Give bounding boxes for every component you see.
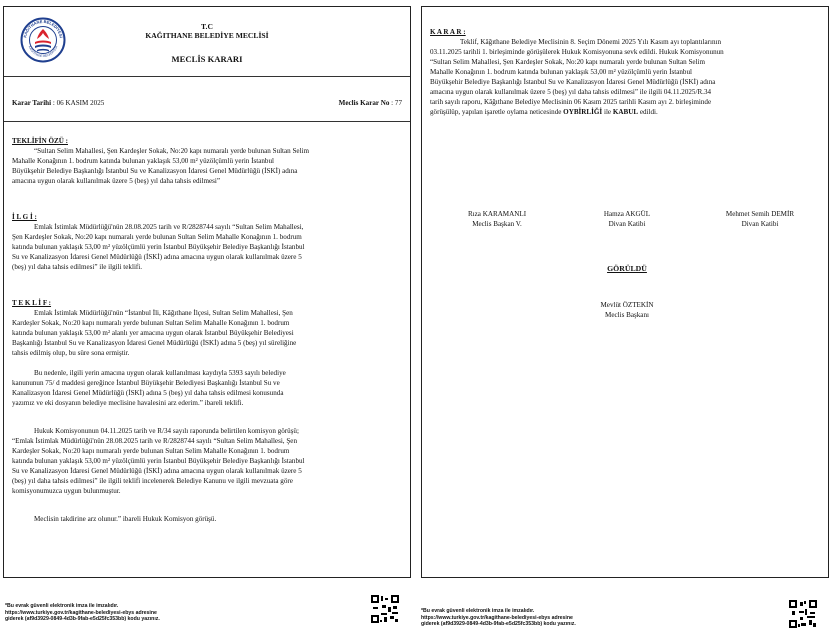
signer-role: Divan Katibi	[741, 220, 779, 229]
signer-name: Hamza AKGÜL	[603, 210, 651, 218]
approver-block	[572, 300, 682, 320]
qr-code-right	[789, 600, 817, 628]
karar-result-line: görüşülüp, yapılan işaretle oylama neticesinde OYBİRLİĞİ ile KABUL edildi.	[430, 108, 658, 116]
decision-page-left	[3, 6, 411, 578]
decision-page-right	[421, 6, 829, 578]
teklifin-ozu-line: “Sultan Selim Mahallesi, Şen Kardeşler Sokak, No:20 kapı numaralı yerde bulunan Sultan Selim	[34, 147, 310, 155]
signature-block	[442, 209, 552, 229]
header-council: KAĞITHANE BELEDİYE MECLİSİ	[145, 31, 269, 40]
ilgi-line: Su ve Kanalizasyon İdaresi Genel Müdürlüğü (İSKİ) adına amacına uygun olarak kullanılmak üzere 5	[12, 253, 302, 261]
karar-line: tarih sayılı raporu, Kâğıthane Belediye Meclisinin 06 Kasım 2025 tarihli Kasım ayı 2. birleşiminde	[430, 98, 712, 106]
signer-role: Divan Katibi	[608, 220, 646, 229]
logo-bottom-text: KAĞITHANE BELEDİYESİ	[27, 45, 59, 59]
decision-number: Meclis Karar No : 77	[338, 99, 402, 107]
teklif-line: Kardeşler Sokak, No:20 kapı numaralı yerde bulunan Sultan Selim Mahalle Konağının 1. bodrum	[12, 447, 290, 455]
signer-role: Meclis Başkan V.	[472, 220, 522, 229]
header-tc: T.C	[201, 22, 213, 31]
karar-line: amacına uygun olarak kullanılmak üzere 5 (beş) yıl daha tahsis edilmesi” ile ilgili 04.11.2025/R.34	[430, 88, 712, 96]
teklif-line: Hukuk Komisyonunun 04.11.2025 tarih ve R/34 sayılı raporunda belirtilen komisyon görüşü;	[34, 427, 299, 435]
logo-top-text: KAĞITHANE BELEDİYESİ	[22, 18, 64, 39]
teklif-line: Kanalizasyon İdaresi Genel Müdürlüğü (İSKİ) adına 5 (beş) yıl daha tahsis edilmesi konusunda	[12, 389, 284, 397]
teklif-line: Bu nedenle, ilgili yerin amacına uygun olarak kullanılması kaydıyla 5393 sayılı belediye	[34, 369, 286, 377]
unanimity-text: OYBİRLİĞİ	[563, 108, 603, 116]
signer-name: Mehmet Semih DEMİR	[725, 210, 795, 218]
teklif-line: “Emlak İstimlak Müdürlüğü'nün 28.08.2025 tarih ve R/2828744 sayılı “Sultan Selim Mahallesi, Şen	[12, 437, 297, 445]
e-signature-note-right: *Bu evrak güvenli elektronik imza ile imzalıdır. https://www.turkiye.gov.tr/kagithane-belediyesi-ebys adresine giderek (af9d3929-0849-4d3b-9fab-e5d25fc353bb) kodu yazınız.	[421, 608, 576, 628]
teklif-line: katında bulunan yaklaşık 53,00 m² alanlı yer amacına uygun olarak İstanbul Büyükşehir Belediyesi	[12, 329, 294, 337]
teklif-line: Kardeşler Sokak, No:20 kapı numaralı yerde bulunan Sultan Selim Mahalle Konağının 1. bodrum	[12, 319, 290, 327]
signature-block	[700, 209, 820, 229]
teklif-line: Başkanlığı İstanbul Su ve Kanalizasyon İdaresi Genel Müdürlüğü (İSKİ) adına 5 (beş) yıl süreliğine	[12, 339, 297, 347]
header-divider	[4, 76, 410, 77]
teklifin-ozu-line: amacına uygun olarak kullanılmak üzere 5 (beş) yıl daha tahsis edilmesi”	[12, 177, 221, 185]
goruldu-heading: GÖRÜLDÜ	[607, 264, 647, 273]
e-signature-note-left: *Bu evrak güvenli elektronik imza ile imzalıdır. https://www.turkiye.gov.tr/kagithane-belediyesi-ebys adresine giderek (af9d3929-0849-4d3b-9fab-e5d25fc353bb) kodu yazınız.	[5, 603, 160, 623]
ilgi-line: Emlak İstimlak Müdürlüğü'nün 28.08.2025 tarih ve R/2828744 sayılı “Sultan Selim Mahallesi,	[34, 223, 304, 231]
teklif-line: tahsis edilmiş olup, bu süre sona ermiştir.	[12, 349, 130, 357]
karar-heading: K A R A R :	[430, 28, 466, 36]
teklif-line: kanununun 75/ d maddesi gereğince İstanbul Büyükşehir Belediyesi Başkanlığı İstanbul Su ve	[12, 379, 280, 387]
teklif-line: Emlak İstimlak Müdürlüğü'nün “İstanbul İli, Kâğıthane İlçesi, Sultan Selim Mahallesi, Şen	[34, 309, 293, 317]
teklif-line: (beş) yıl daha tahsis edilmesi” ile ilgili teklifi incelenerek Belediye Kanunu ve ilgili mevzuata göre	[12, 477, 293, 485]
teklif-heading: T E K L İ F :	[12, 299, 52, 307]
decision-date: Karar Tarihi : 06 KASIM 2025	[12, 99, 105, 107]
teklif-line: katında bulunan yaklaşık 53,00 m² yüzölçümlü yerin İstanbul Büyükşehir Belediye Başkanlığı İstanbul	[12, 457, 305, 465]
ilgi-line: Şen Kardeşler Sokak, No:20 kapı numaralı yerde bulunan Sultan Selim Mahalle Konağının 1. bodrum	[12, 233, 302, 241]
meta-divider	[4, 121, 410, 122]
karar-line: Teklif, Kâğıthane Belediye Meclisinin 8. Seçim Dönemi 2025 Yılı Kasım ayı toplantılarının	[460, 38, 722, 46]
teklifin-ozu-heading: TEKLİFİN ÖZÜ :	[12, 137, 68, 145]
accepted-text: KABUL	[612, 108, 639, 116]
header-title: MECLİS KARARI	[171, 54, 243, 64]
karar-line: Mahalle Konağının 1. bodrum katında bulunan yaklaşık 53,00 m² yüzölçümlü yerin İstanbul	[430, 68, 692, 76]
teklif-closing: Meclisin takdirine arz olunur.” ibareli Hukuk Komisyon görüşü.	[34, 515, 217, 523]
karar-line: “Sultan Selim Mahallesi, Şen Kardeşler Sokak, No:20 kapı numaralı yerde bulunan Sultan Selim	[430, 58, 706, 66]
qr-code-left	[371, 595, 399, 623]
teklifin-ozu-line: Büyükşehir Belediye Başkanlığı İstanbul Su ve Kanalizasyon İdaresi Genel Müdürlüğü (İSKİ) adına	[12, 167, 298, 175]
karar-line: 03.11.2025 tarihli 1. birleşiminde görüşülerek Hukuk Komisyonuna sevk edildi. Hukuk Komisyonunun	[430, 48, 724, 56]
ilgi-line: (beş) yıl daha tahsis edilmesi” ile ilgili teklifi.	[12, 263, 143, 271]
teklif-line: yazımız ve eki dosyanın belediye meclisine havalesini arz ederim.” ibareli teklifi.	[12, 399, 244, 407]
signer-name: Rıza KARAMANLI	[467, 210, 527, 218]
karar-line: Büyükşehir Belediye Başkanlığı İstanbul Su ve Kanalizasyon İdaresi Genel Müdürlüğü (İSKİ) adına	[430, 78, 716, 86]
approver-role: Meclis Başkanı	[605, 311, 649, 320]
ilgi-line: katında bulunan yaklaşık 53,00 m² yüzölçümlü yerin İstanbul Büyükşehir Belediye Başkanlığı İstanbul	[12, 243, 305, 251]
teklif-line: komisyonumuzca uygun bulunmuştur.	[12, 487, 121, 495]
approver-name: Mevlüt ÖZTEKİN	[600, 301, 654, 309]
teklif-line: Su ve Kanalizasyon İdaresi Genel Müdürlüğü (İSKİ) adına amacına uygun olarak kullanılmak üzere 5	[12, 467, 302, 475]
signature-block	[572, 209, 682, 229]
ilgi-heading: İ L G İ :	[12, 213, 37, 221]
teklifin-ozu-line: Mahalle Konağının 1. bodrum katında bulunan yaklaşık 53,00 m² yüzölçümlü yerin İstanbul	[12, 157, 274, 165]
